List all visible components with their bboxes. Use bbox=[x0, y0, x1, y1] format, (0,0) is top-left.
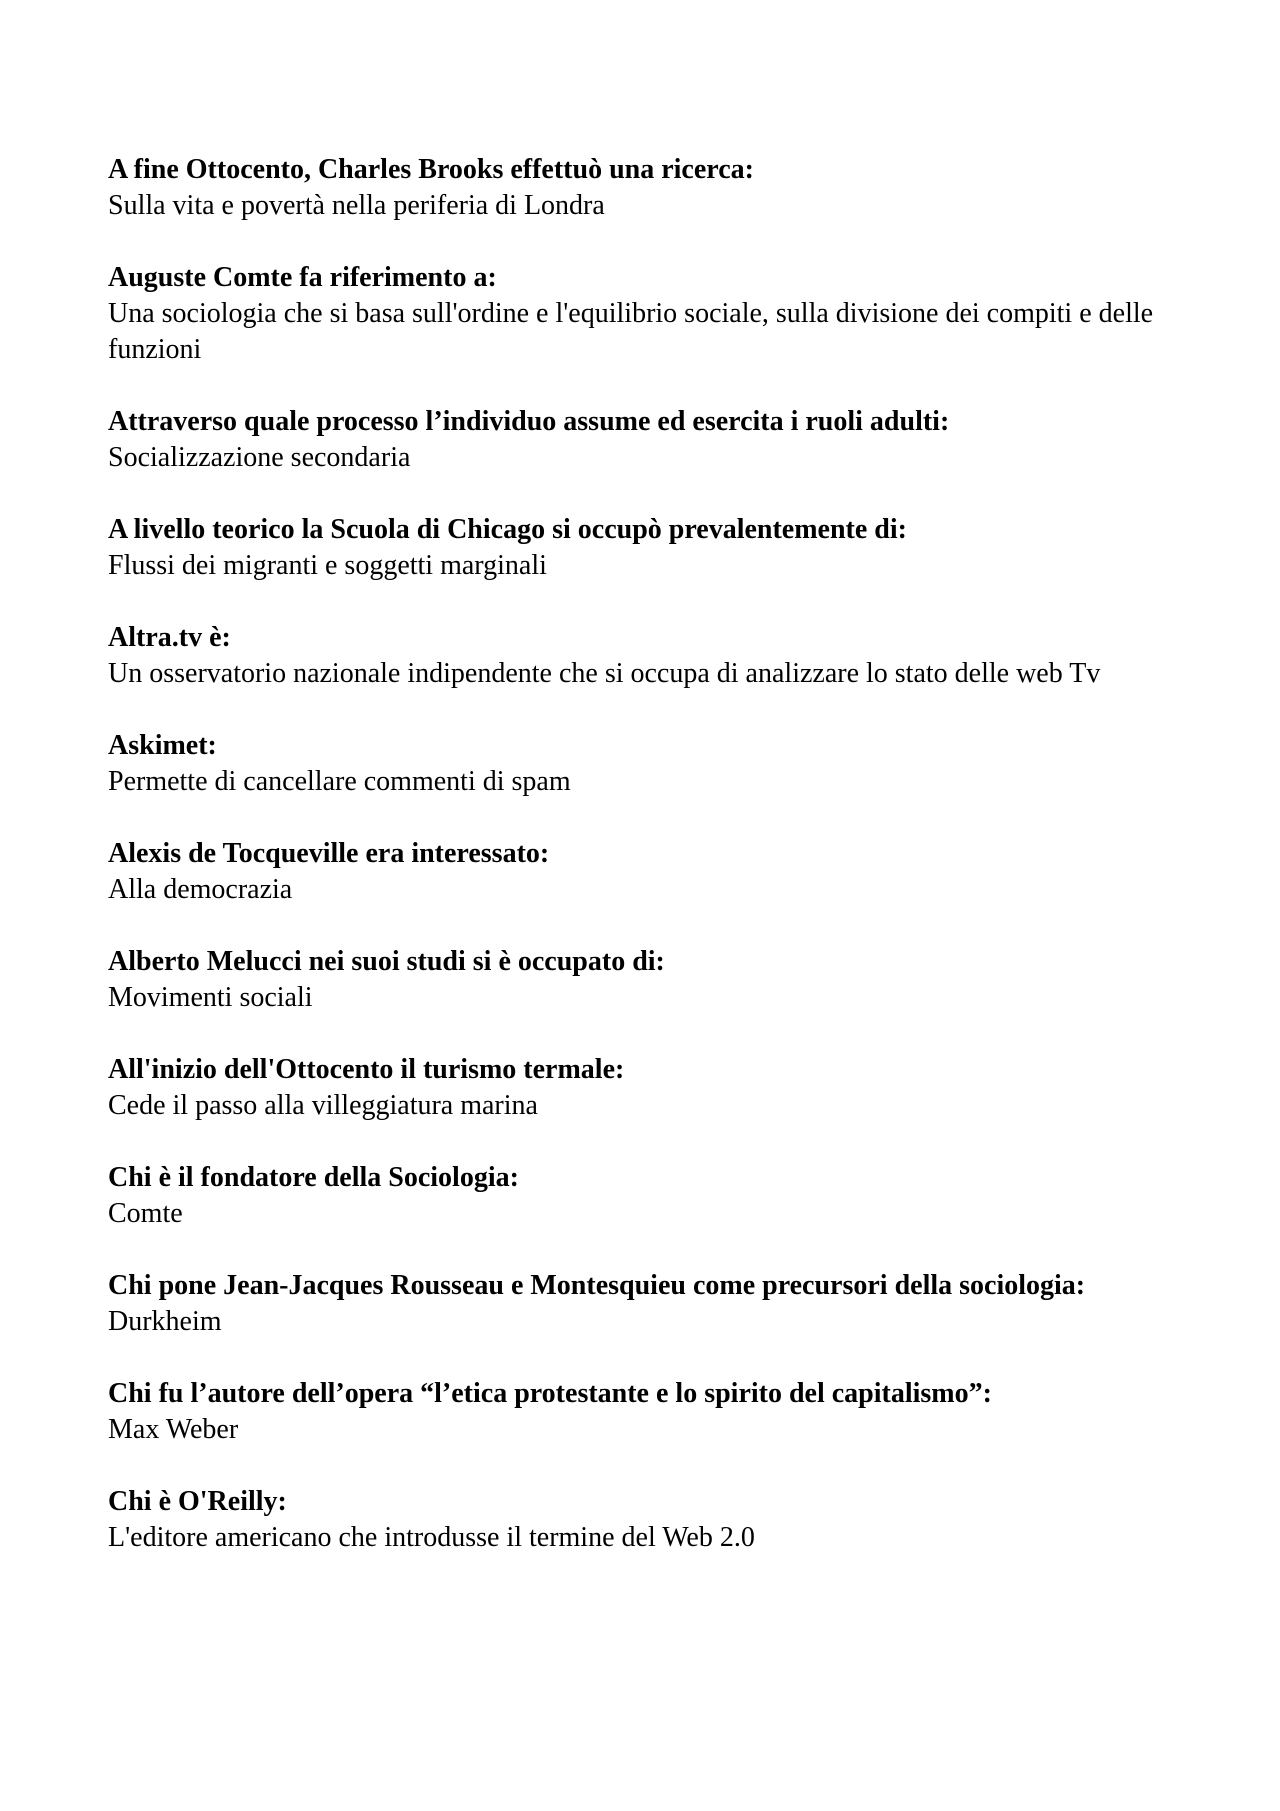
question-text: Auguste Comte fa riferimento a: bbox=[108, 262, 497, 293]
answer-text: Alla democrazia bbox=[108, 874, 293, 905]
qa-item bbox=[108, 404, 1188, 476]
qa-item bbox=[108, 1376, 1188, 1448]
question-text: Chi pone Jean-Jacques Rousseau e Montesquieu come precursori della sociologia: bbox=[108, 1270, 1086, 1301]
qa-item bbox=[108, 836, 1188, 908]
question-text: All'inizio dell'Ottocento il turismo termale: bbox=[108, 1054, 625, 1085]
answer-text: Durkheim bbox=[108, 1306, 222, 1337]
qa-item bbox=[108, 944, 1188, 1016]
answer-text: Permette di cancellare commenti di spam bbox=[108, 766, 571, 797]
answer-text: Movimenti sociali bbox=[108, 982, 313, 1013]
document-page bbox=[108, 152, 1188, 1592]
qa-item bbox=[108, 512, 1188, 584]
qa-item bbox=[108, 260, 1188, 368]
qa-item bbox=[108, 152, 1188, 224]
qa-item bbox=[108, 1268, 1188, 1340]
answer-text: Un osservatorio nazionale indipendente che si occupa di analizzare lo stato delle web Tv bbox=[108, 658, 1101, 689]
qa-item bbox=[108, 620, 1188, 692]
question-text: Attraverso quale processo l’individuo assume ed esercita i ruoli adulti: bbox=[108, 406, 950, 437]
qa-item bbox=[108, 1484, 1188, 1556]
answer-text: Sulla vita e povertà nella periferia di Londra bbox=[108, 190, 605, 221]
answer-text: L'editore americano che introdusse il termine del Web 2.0 bbox=[108, 1522, 755, 1553]
answer-text: Comte bbox=[108, 1198, 183, 1229]
question-text: A livello teorico la Scuola di Chicago si occupò prevalentemente di: bbox=[108, 514, 907, 545]
question-text: Chi è O'Reilly: bbox=[108, 1486, 287, 1517]
question-text: Chi fu l’autore dell’opera “l’etica protestante e lo spirito del capitalismo”: bbox=[108, 1378, 992, 1409]
question-text: Askimet: bbox=[108, 730, 217, 761]
answer-text: Cede il passo alla villeggiatura marina bbox=[108, 1090, 538, 1121]
answer-text: Max Weber bbox=[108, 1414, 239, 1445]
answer-text: Una sociologia che si basa sull'ordine e l'equilibrio sociale, sulla divisione dei compiti e delle funzioni bbox=[108, 298, 1154, 365]
question-text: Alexis de Tocqueville era interessato: bbox=[108, 838, 550, 869]
question-text: Altra.tv è: bbox=[108, 622, 231, 653]
qa-item bbox=[108, 1052, 1188, 1124]
question-text: Chi è il fondatore della Sociologia: bbox=[108, 1162, 519, 1193]
qa-item bbox=[108, 728, 1188, 800]
answer-text: Flussi dei migranti e soggetti marginali bbox=[108, 550, 547, 581]
question-text: Alberto Melucci nei suoi studi si è occupato di: bbox=[108, 946, 665, 977]
question-text: A fine Ottocento, Charles Brooks effettuò una ricerca: bbox=[108, 154, 754, 185]
answer-text: Socializzazione secondaria bbox=[108, 442, 411, 473]
qa-item bbox=[108, 1160, 1188, 1232]
